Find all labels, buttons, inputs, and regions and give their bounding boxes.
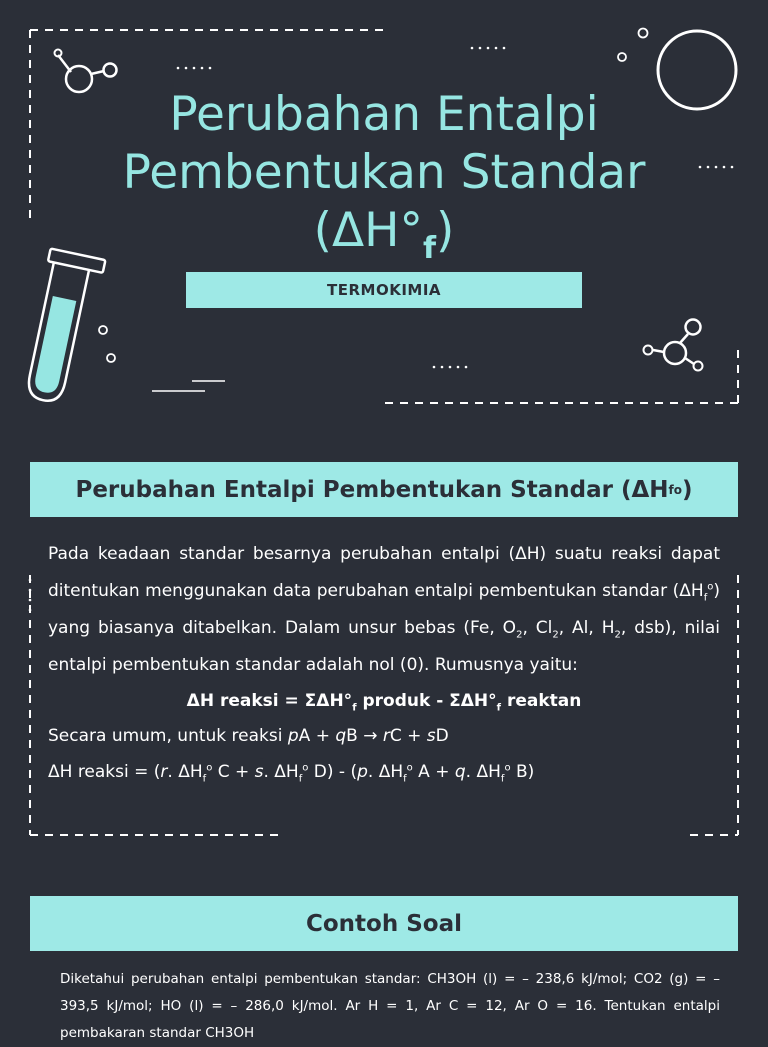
formula-part: produk - ΣΔH° xyxy=(356,691,497,711)
section-heading xyxy=(30,462,738,517)
formula-part: ΔH reaksi = ΣΔH° xyxy=(186,691,353,711)
paragraph-part: Pada keadaan standar besarnya perubahan entalpi (ΔH) suatu reaksi dapat ditentukan menggunakan data perubahan entalpi pembentukan standar (ΔH xyxy=(48,544,720,601)
general-reaction xyxy=(48,718,720,754)
coef: r xyxy=(160,762,168,782)
exp-part: D) - ( xyxy=(308,762,358,782)
general-part: A + xyxy=(298,726,336,746)
exp-part: . ΔH xyxy=(465,762,501,782)
section-body xyxy=(48,536,720,790)
exp-part: . ΔH xyxy=(263,762,299,782)
paragraph-part: ) yang biasanya ditabelkan. Dalam unsur bebas (Fe, O xyxy=(48,581,720,638)
topic-tag: TERMOKIMIA xyxy=(186,272,582,308)
general-part: C + xyxy=(389,726,427,746)
paragraph-part: , Al, H xyxy=(558,618,615,638)
title-symbol-close: ) xyxy=(436,203,455,258)
exp-part: B) xyxy=(510,762,535,782)
coef: q xyxy=(454,762,466,782)
formula-sub: f xyxy=(352,702,357,714)
formula-sub: f xyxy=(496,702,502,714)
exp-part: C + xyxy=(212,762,255,782)
general-part: D xyxy=(435,726,449,746)
title-line-2: Pembentukan Standar xyxy=(122,145,646,200)
paragraph-sub: 2 xyxy=(614,629,621,641)
exp-sup: o xyxy=(504,762,511,774)
title-symbol: (ΔH° xyxy=(313,203,423,258)
paragraph-sup: o xyxy=(707,581,714,593)
coef: s xyxy=(426,726,436,746)
exp-sub: f xyxy=(202,773,207,785)
section-heading-text: Perubahan Entalpi Pembentukan Standar (ΔH xyxy=(75,476,669,503)
general-part: Secara umum, untuk reaksi xyxy=(48,726,288,746)
section-heading-close: ) xyxy=(682,476,693,503)
paragraph-sub: 2 xyxy=(516,629,523,641)
title-line-1: Perubahan Entalpi xyxy=(169,87,599,142)
exp-sup: o xyxy=(406,762,413,774)
paragraph-part: , dsb), nilai entalpi pembentukan standar adalah nol (0). Rumusnya yaitu: xyxy=(48,618,720,675)
main-formula xyxy=(48,684,720,718)
section-heading-sub: f xyxy=(668,482,674,497)
coef: p xyxy=(357,762,368,782)
paragraph-part: , Cl xyxy=(522,618,553,638)
exp-sub: f xyxy=(298,773,303,785)
exp-sup: o xyxy=(302,762,309,774)
molecule-icon xyxy=(644,320,703,371)
coef: q xyxy=(335,726,347,746)
exp-part: A + xyxy=(412,762,455,782)
exp-sup: o xyxy=(206,762,213,774)
dots-1 xyxy=(177,67,212,70)
coef: p xyxy=(287,726,299,746)
exp-sub: f xyxy=(403,773,407,785)
example-heading: Contoh Soal xyxy=(30,896,738,951)
coef: s xyxy=(254,762,264,782)
exp-part: . ΔH xyxy=(167,762,203,782)
formula-part: reaktan xyxy=(501,691,582,711)
exp-part: . ΔH xyxy=(367,762,404,782)
page-title xyxy=(60,86,708,278)
paragraph-sub: 2 xyxy=(552,629,559,641)
expanded-formula xyxy=(48,754,720,790)
coef: r xyxy=(382,726,390,746)
intro-paragraph xyxy=(48,536,720,684)
exp-sub: f xyxy=(500,773,505,785)
section-heading-sup: o xyxy=(673,482,683,497)
title-symbol-sub: f xyxy=(422,231,437,266)
example-text: Diketahui perubahan entalpi pembentukan standar: CH3OH (l) = – 238,6 kJ/mol; CO2 (g) = – 393,5 kJ/mol; HO (l) = – 286,0 kJ/mol. Ar H = 1, Ar C = 12, Ar O = 16. Tentukan entalpi pembakaran standar CH3OH xyxy=(60,971,720,1041)
general-part: B → xyxy=(346,726,383,746)
exp-part: ΔH reaksi = ( xyxy=(48,762,161,782)
title-line-3 xyxy=(60,202,708,278)
paragraph-sub: f xyxy=(703,592,708,604)
